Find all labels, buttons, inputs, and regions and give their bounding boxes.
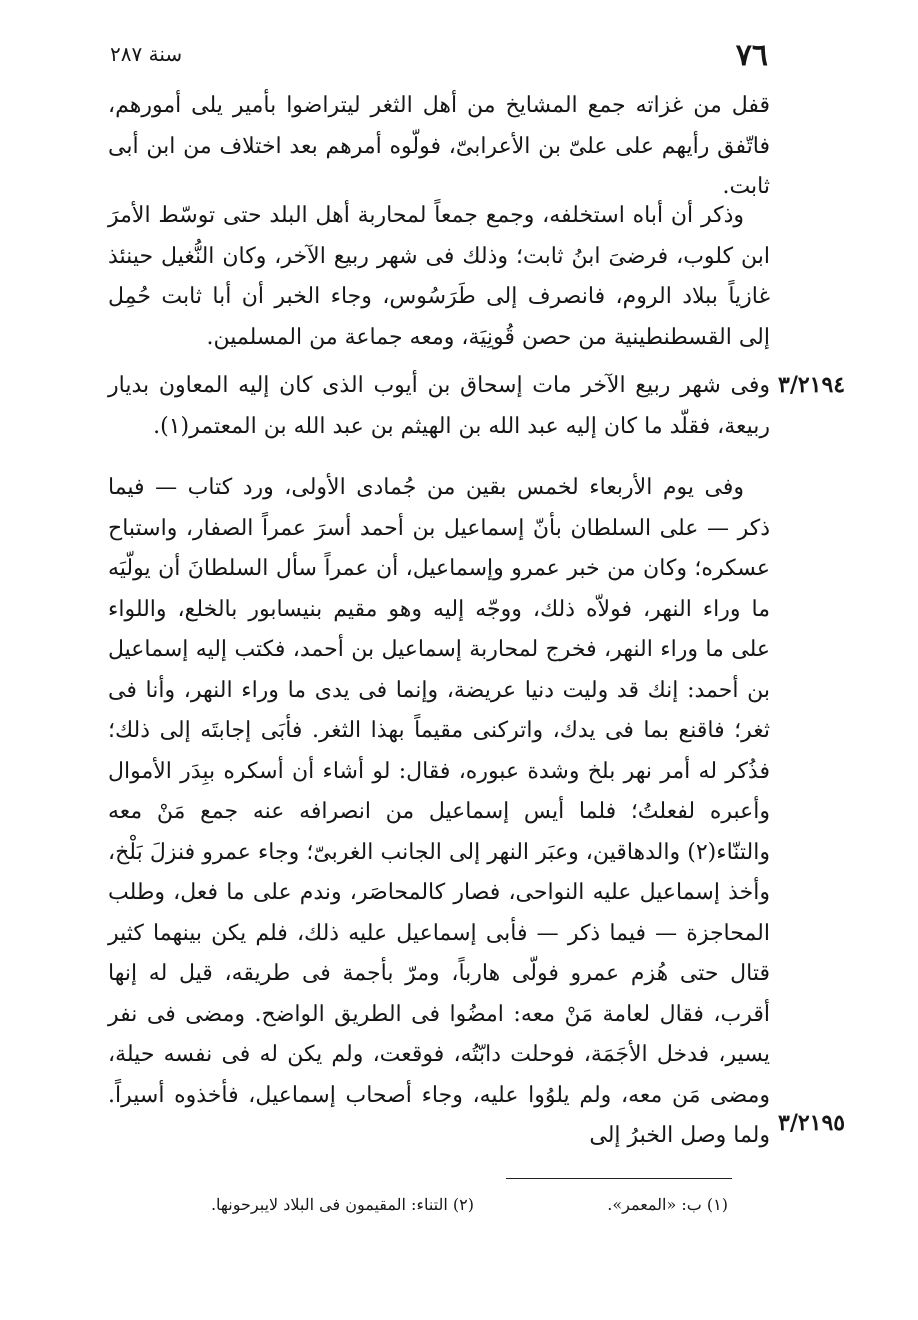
footnote-1: (١) ب: «المعمر». (607, 1195, 728, 1214)
paragraph-3 (108, 366, 770, 447)
margin-reference-number: ٣/٢١٩٤ (778, 372, 846, 398)
paragraph-text: وذكر أن أباه استخلفه، وجمع جمعاً لمحاربة أهل البلد حتى توسّط الأمرَ ابن كلوب، فرضىَ ابنُ ثابت؛ وذلك فى شهر ربيع الآخر، وكان النُّغيل حينئذ غازياً ببلاد الروم، فانصرف إلى طَرَسُوس، وجاء الخبر أن أبا ثابت حُمِل إلى القسطنطينية من حصن قُونِيَة، ومعه جماعة من المسلمين. (108, 203, 770, 350)
margin-reference-number: ٣/٢١٩٥ (778, 1110, 846, 1136)
paragraph-2 (108, 196, 770, 358)
page-number: ٧٦ (735, 38, 768, 73)
footnote-2: (٢) التناء: المقيمون فى البلاد لايبرحونها. (210, 1195, 474, 1214)
paragraph-4 (108, 468, 770, 1157)
paragraph-1 (108, 86, 770, 208)
paragraph-text: قفل من غزاته جمع المشايخ من أهل الثغر ليتراضوا بأمير يلى أمورهم، فاتّفق رأيهم على علىّ بن الأعرابىّ، فولّوه أمرهم بعد اختلاف من ابن أبى ثابت. (108, 93, 770, 199)
paragraph-text: وفى شهر ربيع الآخر مات إسحاق بن أيوب الذى كان إليه المعاون بديار ربيعة، فقلّد ما كان إليه عبد الله بن الهيثم بن عبد الله بن المعتمر(١). (108, 373, 770, 439)
paragraph-text: وفى يوم الأربعاء لخمس بقين من جُمادى الأولى، ورد كتاب — فيما ذكر — على السلطان بأنّ إسماعيل بن أحمد أسرَ عمراً الصفار، واستباح عسكره؛ وكان من خبر عمرو وإسماعيل، أن عمراً سأل السلطانَ أن يولّيَه ما وراء النهر، فولاّه ذلك، ووجّه إليه وهو مقيم بنيسابور بالخلع، واللواء على ما وراء النهر، فخرج لمحاربة إسماعيل بن أحمد، فكتب إليه إسماعيل بن أحمد: إنك قد وليت دنيا عريضة، وإنما فى يدى ما وراء النهر، وأنا فى ثغر؛ فاقنع بما فى يدك، واتركنى مقيماً بهذا الثغر. فأبَى إجابتَه إلى ذلك؛ فذُكر له أمر نهر بلخ وشدة عبوره، فقال: لو أشاء أن أسكره ببِدَر الأموال وأعبره لفعلتُ؛ فلما أيس إسماعيل من انصرافه عنه جمع مَنْ معه والتنّاء(٢) والدهاقين، وعبَر النهر إلى الجانب الغربىّ؛ وجاء عمرو فنزلَ بَلْخ، وأخذ إسماعيل عليه النواحى، فصار كالمحاصَر، وندم على ما فعل، وطلب المحاجزة — فيما ذكر — فأبى إسماعيل عليه ذلك، فلم يكن بينهما كثير قتال حتى هُزم عمرو فولّى هارباً، ومرّ بأجمة فى طريقه، قيل له إنها أقرب، فقال لعامة مَنْ معه: امضُوا فى الطريق الواضح. ومضى فى نفر يسير، فدخل الأجَمَة، فوحلت دابّتُه، فوقعت، ولم يكن له فى نفسه حيلة، ومضى مَن معه، ولم يلوُوا عليه، وجاء أصحاب إسماعيل، فأخذوه أسيراً. ولما وصل الخبرُ إلى (108, 475, 770, 1148)
year-heading: سنة ٢٨٧ (110, 42, 183, 66)
footnote-separator (506, 1178, 732, 1179)
